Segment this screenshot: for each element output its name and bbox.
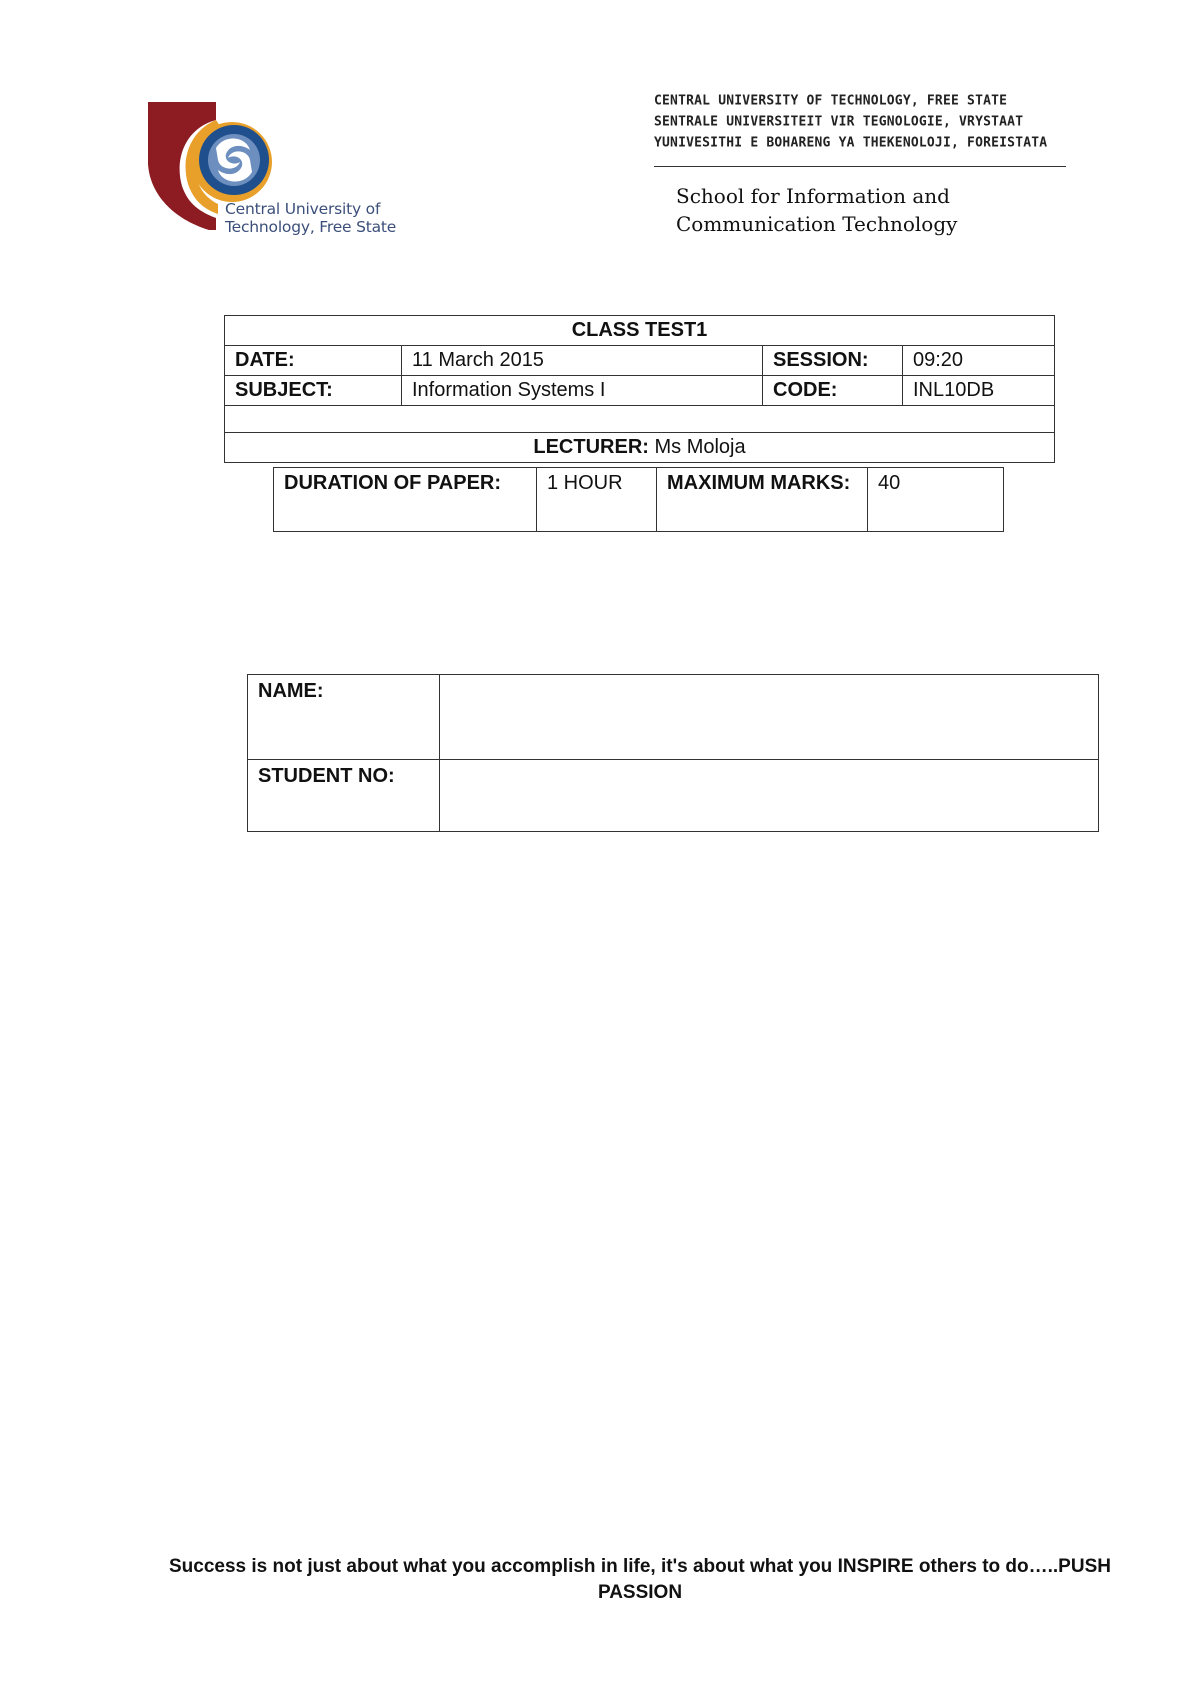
university-name-afrikaans: SENTRALE UNIVERSITEIT VIR TEGNOLOGIE, VRYSTAAT (654, 114, 1024, 130)
lecturer-value: Ms Moloja (648, 436, 746, 458)
footer-motto: Success is not just about what you accomplish in life, it's about what you INSPIRE others to do…..PUSH PASSION (169, 1556, 1111, 1603)
lecturer-label: LECTURER: (533, 436, 649, 458)
session-label: SESSION: (763, 346, 903, 376)
max-marks-label: MAXIMUM MARKS: (657, 468, 868, 532)
student-no-field[interactable] (440, 760, 1099, 832)
name-field[interactable] (440, 675, 1099, 760)
duration-value: 1 HOUR (537, 468, 657, 532)
test-title: CLASS TEST1 (225, 316, 1055, 346)
session-value: 09:20 (903, 346, 1055, 376)
paper-info-table (273, 467, 1004, 532)
school-name (676, 182, 957, 238)
empty-row (225, 406, 1055, 433)
student-info-table (247, 674, 1099, 832)
student-no-label: STUDENT NO: (248, 760, 440, 832)
university-name-sesotho: YUNIVESITHI E BOHARENG YA THEKENOLOJI, FOREISTATA (654, 135, 1048, 151)
logo-text (225, 200, 396, 236)
max-marks-value: 40 (868, 468, 1004, 532)
university-logo (146, 100, 416, 242)
school-name-line1: School for Information and (676, 184, 950, 208)
university-name-english: CENTRAL UNIVERSITY OF TECHNOLOGY, FREE STATE (654, 93, 1008, 109)
duration-label: DURATION OF PAPER: (274, 468, 537, 532)
lecturer-cell (225, 433, 1055, 463)
code-value: INL10DB (903, 376, 1055, 406)
test-info-table (224, 315, 1055, 463)
date-label: DATE: (225, 346, 402, 376)
name-label: NAME: (248, 675, 440, 760)
subject-label: SUBJECT: (225, 376, 402, 406)
logo-text-line2: Technology, Free State (225, 218, 397, 236)
school-name-line2: Communication Technology (676, 212, 958, 236)
logo-text-line1: Central University of (225, 200, 381, 218)
date-value: 11 March 2015 (402, 346, 763, 376)
subject-value: Information Systems I (402, 376, 763, 406)
code-label: CODE: (763, 376, 903, 406)
university-name-block (654, 90, 1066, 153)
header-divider (654, 166, 1066, 167)
